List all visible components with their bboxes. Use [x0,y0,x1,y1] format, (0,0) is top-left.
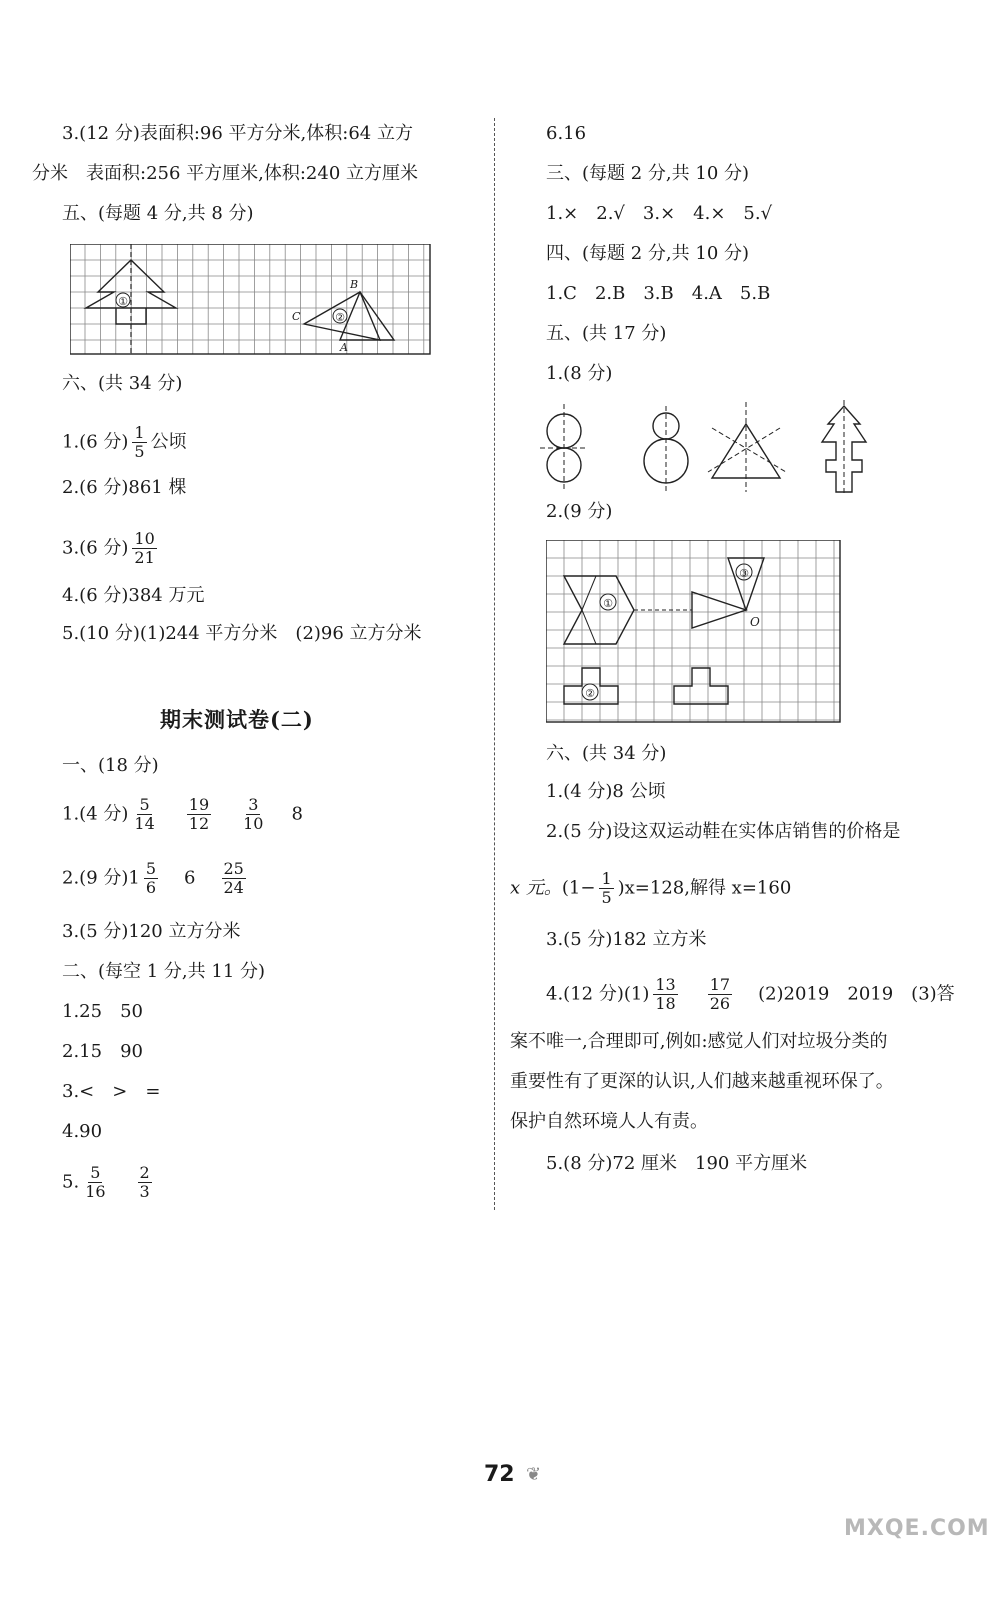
left-l4: 4.(6 分)384 万元 [62,585,205,606]
left-l1-num: 1 [134,423,145,442]
right-p2-eq-post: )x=128,解得 x=160 [617,877,792,899]
left-y1-frac1 [132,796,156,833]
left-y3: 3.(5 分)120 立方分米 [62,921,241,942]
left-l2: 2.(6 分)861 棵 [62,477,187,498]
right-p4-line2: 案不唯一,合理即可,例如:感觉人们对垃圾分类的 [510,1031,888,1052]
right-p3: 3.(5 分)182 立方米 [546,929,707,950]
right-p2-den: 5 [601,888,612,907]
left-l1-fraction [132,424,146,461]
right-p4-f1-num: 13 [655,975,676,994]
right-si-answers: 1.C 2.B 3.B 4.A 5.B [546,283,771,304]
right-p4-f2-den: 26 [709,994,731,1013]
right-p4-prefix: 4.(12 分)(1) [546,983,650,1005]
right-p4-f1-den: 18 [655,994,676,1013]
watermark-logo: MXQE.COM [844,1516,990,1541]
left-y1-f1-num: 5 [139,795,150,814]
right-p4-line3: 重要性有了更深的认识,人们越来越重视环保了。 [510,1071,894,1092]
left-e5-f1-den: 16 [85,1182,106,1201]
right-p4-frac1 [653,976,677,1013]
right-p2-num: 1 [601,869,612,888]
right-p2-eq-pre: (1− [561,877,596,899]
left-q3-line2: 分米 表面积:256 平方厘米,体积:240 立方厘米 [32,163,419,184]
left-e2: 2.15 90 [62,1041,143,1062]
grid1-label-2: ② [335,311,345,324]
column-divider [494,118,495,1210]
symmetry-figures [540,398,870,508]
left-y1-f2-num: 19 [188,795,210,814]
right-p2-line2 [510,870,791,907]
left-q3-line1: 3.(12 分)表面积:96 平方分米,体积:64 立方 [62,123,413,144]
left-y1-last: 8 [291,803,303,825]
left-e4: 4.90 [62,1121,103,1142]
left-l5: 5.(10 分)(1)244 平方分米 (2)96 立方分米 [62,623,422,644]
left-y1-f3-den: 10 [243,814,264,833]
left-l1 [62,424,187,461]
left-yi-header: 一、(18 分) [62,755,159,776]
right-p2-x: x 元。 [510,877,562,899]
right-wu2: 2.(9 分) [546,501,613,522]
grid2-label-1: ① [603,597,613,610]
left-y1-f3-num: 3 [248,795,259,814]
left-e5-frac2 [138,1164,152,1201]
grid2-label-2: ② [585,687,595,700]
right-si-header: 四、(每题 2 分,共 10 分) [546,243,750,264]
left-l3-prefix: 3.(6 分) [62,537,129,559]
right-p4-f2-num: 17 [709,975,731,994]
grid2-label-3: ③ [739,567,749,580]
left-y1 [62,796,303,833]
right-p2-line1: 2.(5 分)设这双运动鞋在实体店销售的价格是 [546,821,901,842]
grid1-label-b: B [350,278,359,291]
right-san-header: 三、(每题 2 分,共 10 分) [546,163,750,184]
left-y2 [62,860,250,897]
left-e3: 3.< > = [62,1081,161,1102]
left-l3-fraction [132,530,156,567]
left-l3 [62,530,161,567]
left-liu-header: 六、(共 34 分) [62,373,183,394]
left-y2-mid: 6 [184,867,196,889]
left-l1-unit: 公顷 [150,431,187,453]
left-y2-frac2 [222,860,246,897]
right-wu-header: 五、(共 17 分) [546,323,667,344]
left-y1-f1-den: 14 [134,814,155,833]
grid1-label-a: A [340,341,348,354]
right-p5: 5.(8 分)72 厘米 190 平方厘米 [546,1153,808,1174]
left-l1-den: 5 [134,442,145,461]
left-e5-f2-num: 2 [139,1163,150,1182]
right-p2-frac [599,870,613,907]
right-p4-line4: 保护自然环境人人有责。 [510,1111,708,1132]
left-y1-f2-den: 12 [188,814,210,833]
left-y2-f2-den: 24 [223,878,244,897]
left-e5-frac1 [83,1164,107,1201]
left-er-header: 二、(每空 1 分,共 11 分) [62,961,266,982]
right-p4-frac2 [708,976,732,1013]
right-p1: 1.(4 分)8 公顷 [546,781,666,802]
grid-figure-2 [546,540,846,726]
flower-ornament-icon: ❦ [526,1464,542,1485]
grid2-label-o: O [750,615,760,629]
left-y1-frac3 [241,796,265,833]
right-liu-header: 六、(共 34 分) [546,743,667,764]
left-y2-f1-num: 5 [145,859,157,878]
page-number: 72 [484,1462,515,1487]
left-wu-header: 五、(每题 4 分,共 8 分) [62,203,254,224]
left-y2-f1-den: 6 [145,878,157,897]
left-e5-prefix: 5. [62,1171,80,1193]
right-p4-rest: (2)2019 2019 (3)答 [758,983,955,1005]
right-p4 [546,976,955,1013]
left-l3-den: 21 [134,548,155,567]
left-l1-prefix: 1.(6 分) [62,431,129,453]
left-e5-f1-num: 5 [90,1163,101,1182]
right-r6: 6.16 [546,123,587,144]
left-e5 [62,1164,156,1201]
right-san-answers: 1.× 2.√ 3.× 4.× 5.√ [546,203,773,224]
left-y1-frac2 [187,796,211,833]
left-y2-frac1 [144,860,158,897]
left-y1-prefix: 1.(4 分) [62,803,129,825]
grid-figure-1 [70,244,432,356]
left-y2-f2-num: 25 [223,859,244,878]
left-e1: 1.25 50 [62,1001,143,1022]
grid1-label-c: C [292,310,301,323]
right-wu1: 1.(8 分) [546,363,613,384]
left-y2-prefix: 2.(9 分)1 [62,867,140,889]
grid1-label-1: ① [118,295,128,308]
left-e5-f2-den: 3 [139,1182,150,1201]
exam-title: 期末测试卷(二) [160,707,314,732]
left-l3-num: 10 [134,529,155,548]
